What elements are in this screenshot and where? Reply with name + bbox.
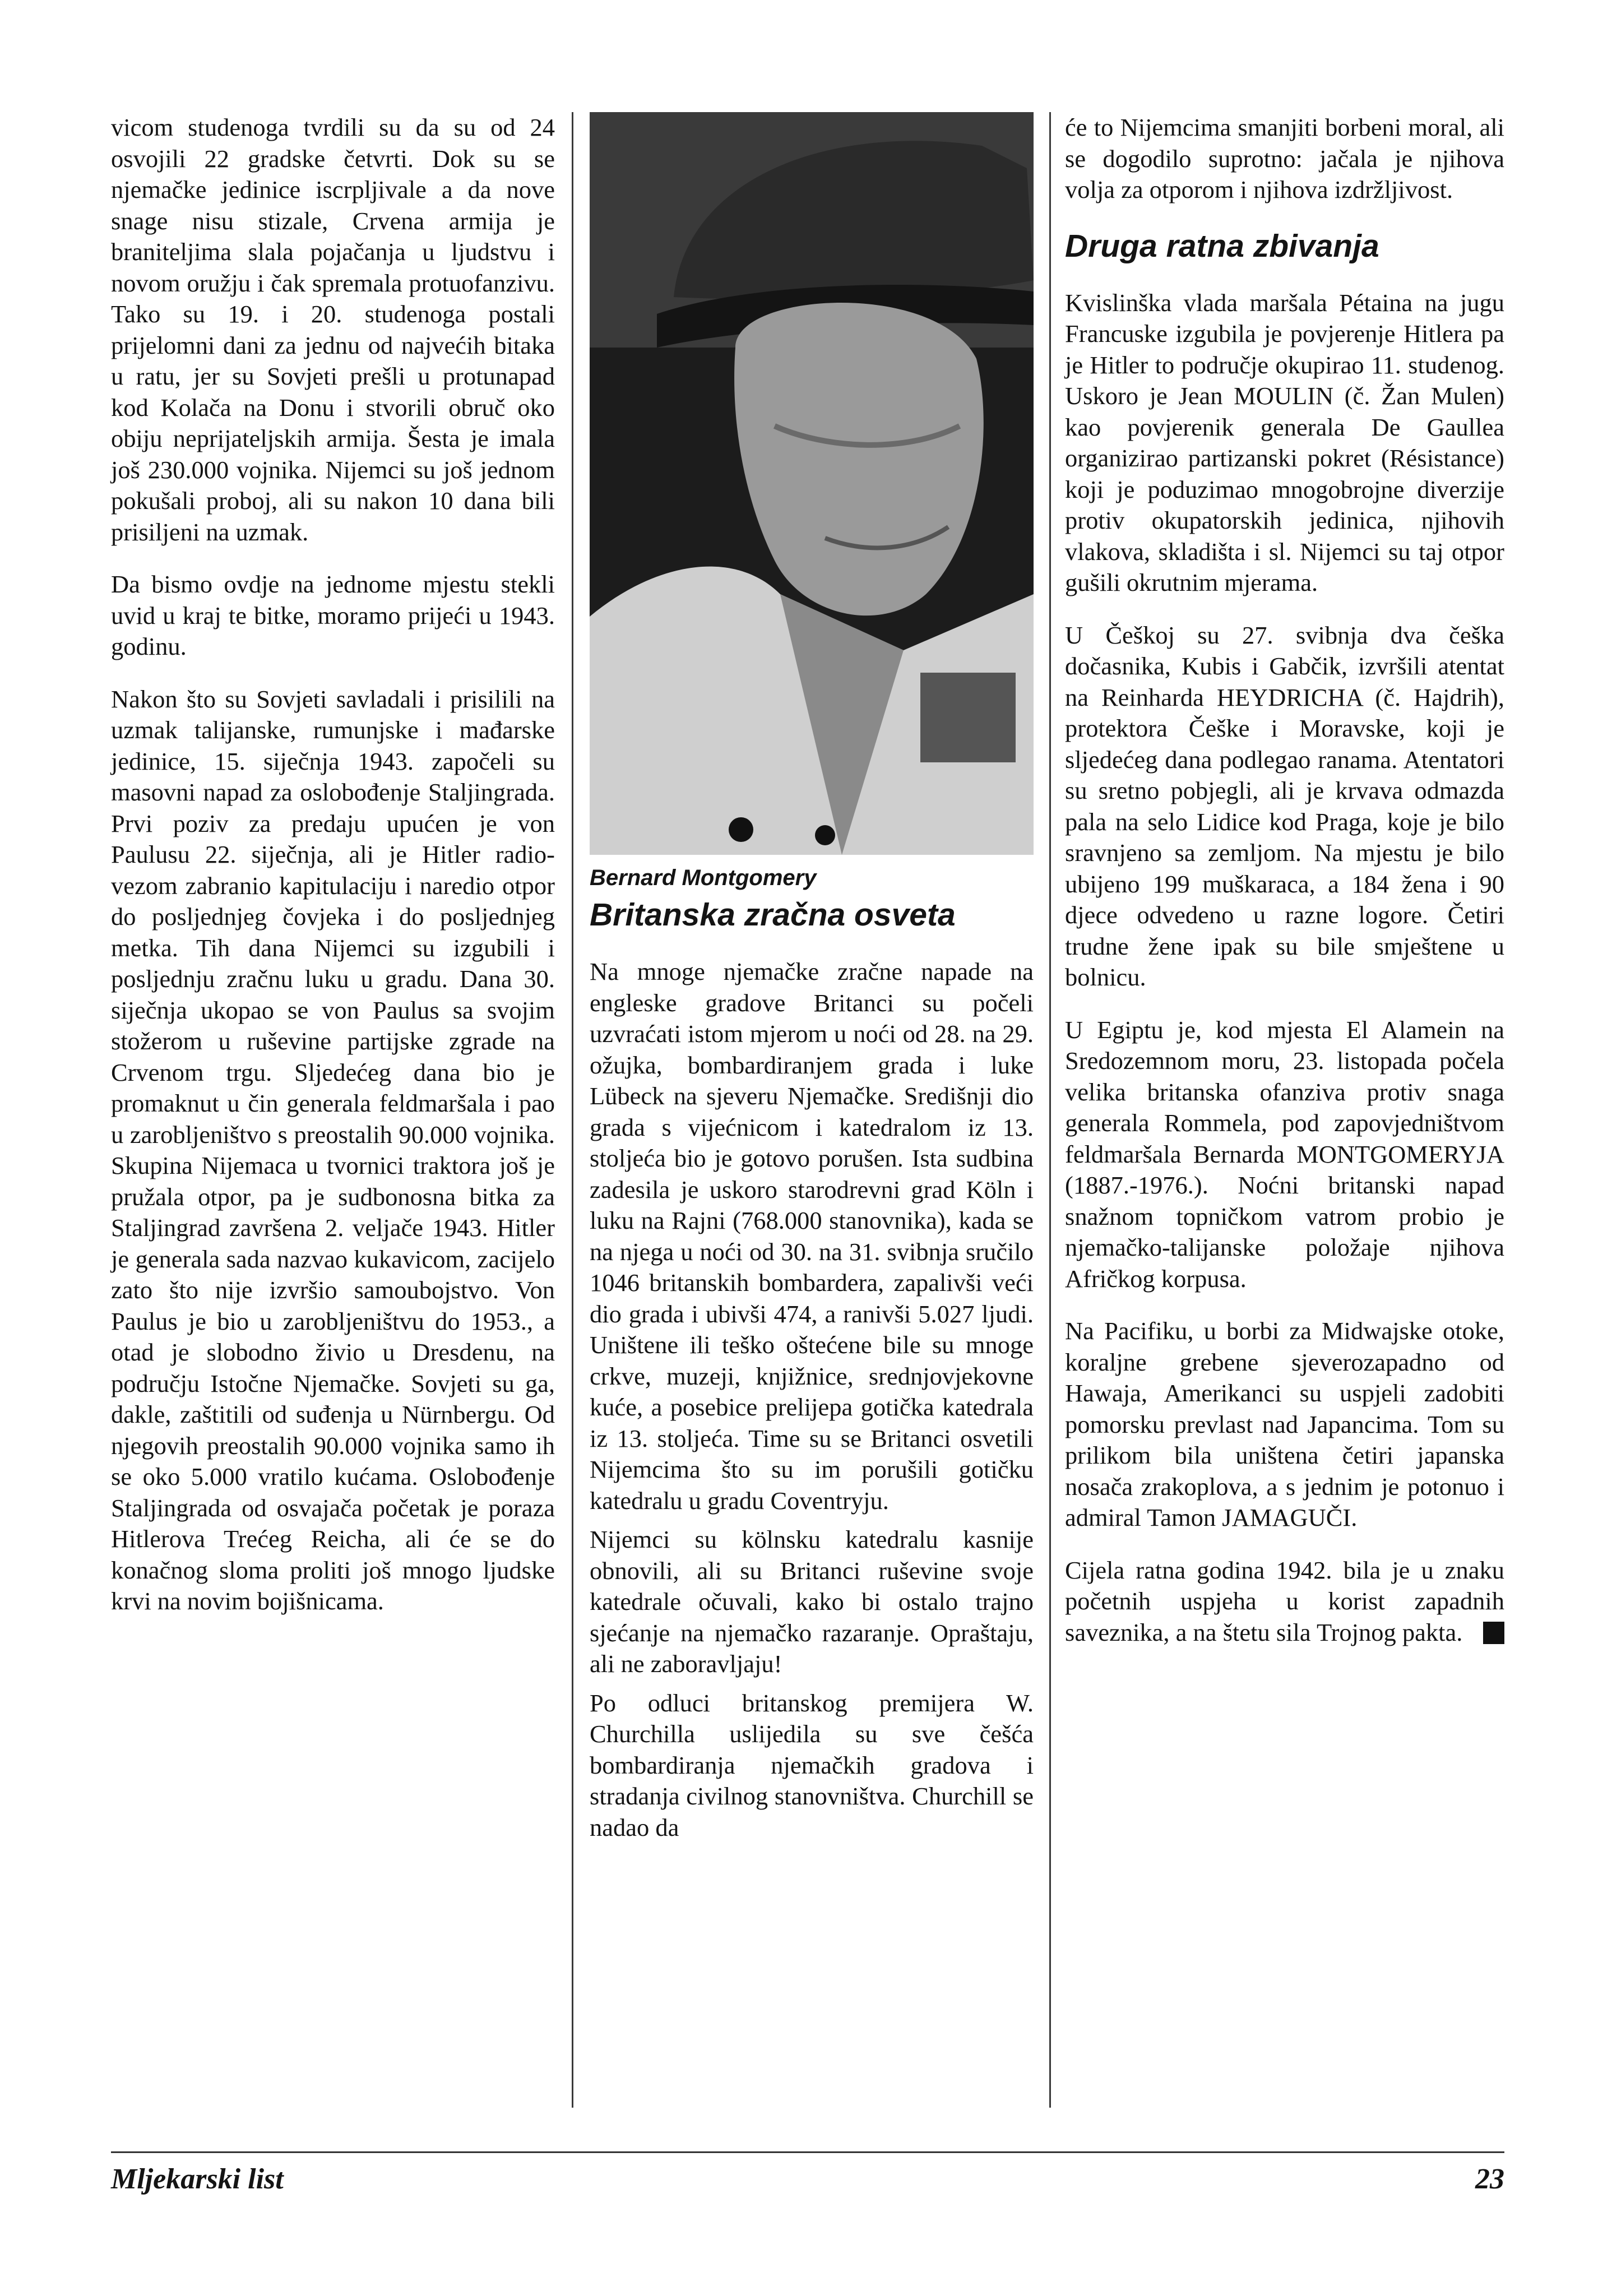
page-number: 23 <box>1475 2163 1504 2195</box>
paragraph: Nijemci su kölnsku katedralu kasnije obnovili, ali su Britanci ruševine svoje katedrale očuvali, kako bi ostalo trajno sjećanje na njemačko razaranje. Opraštaju, ali ne zaboravljaju! <box>590 1525 1034 1678</box>
paragraph: U Češkoj su 27. svibnja dva češka dočasnika, Kubis i Gabčik, izvršili atentat na Reinharda HEYDRICHA (č. Hajdrih), protektora Češke i Moravske, koji je sljedećeg dana podlegao ranama. Atentatori su sretno pobjegli, ali je krvava odmazda pala na selo Lidice kod Praga, koje je bilo sravnjeno sa zemljom. Na mjestu je bilo ubijeno 199 muškaraca, a 184 žena i 90 djece odvedeno u razne logore. Četiri trudne žene ipak su bile smještene u bolnicu. <box>1065 621 1504 991</box>
paragraph: Na mnoge njemačke zračne napade na engleske gradove Britanci su počeli uzvraćati istom mjerom u noći od 28. na 29. ožujka, bombardiranjem grada i luke Lübeck na sjeveru Njemačke. Središnji dio grada s vijećnicom i katedralom iz 13. stoljeća bio je gotovo porušen. Ista sudbina zadesila je uskoro starodrevni grad Köln i luku na Rajni (768.000 stanovnika), kada se na njega u noći od 30. na 31. svibnja sručilo 1046 britanskih bombardera, zapalivši veći dio grada i ubivši 474, a ranivši 5.027 ljudi. Uništene ili teško oštećene bile su mnoge crkve, muzeji, knjižnice, srednjovjekovne kuće, a posebice prelijepa gotička katedrala iz 13. stoljeća. Time su se Britanci osvetili Nijemcima što su im porušili gotičku katedralu u gradu Coventryju. <box>590 957 1034 1515</box>
paragraph: Na Pacifiku, u borbi za Midwajske otoke, koraljne grebene sjeverozapadno od Hawaja, Amerikanci su uspjeli zadobiti pomorsku prevlast nad Japancima. Tom su prilikom bila uništena četiri japanska nosača zrakoplova, a s jednim je potonuo i admiral Tamon JAMAGUČI. <box>1065 1317 1504 1531</box>
paragraph: Da bismo ovdje na jednome mjestu stekli uvid u kraj te bitke, moramo prijeći u 1943. godinu. <box>111 570 555 660</box>
photo-caption: Bernard Montgomery <box>590 865 817 890</box>
paragraph: U Egiptu je, kod mjesta El Alamein na Sredozemnom moru, 23. listopada počela velika britanska ofanziva protiv snaga generala Rommela, pod zapovjedništvom feldmaršala Bernarda MONTGOMERYJA (1887.-1976.). Noćni britanski napad snažnom topničkom vatrom probio je njemačko-talijanske položaje njihova Afričkog korpusa. <box>1065 1015 1504 1293</box>
section-heading: Britanska zračna osveta <box>590 897 956 933</box>
paragraph: Kvislinška vlada maršala Pétaina na jugu Francuske izgubila je povjerenje Hitlera pa je Hitler to područje okupirao 11. studenog. Uskoro je Jean MOULIN (č. Žan Mulen) kao povjerenik generala De Gaullea organizirao partizanski pokret (Résistance) koji je poduzimao mnogobrojne diverzije protiv okupatorskih jedinica, njihovih vlakova, skladišta i sl. Nijemci su taj otpor gušili okrutnim mjerama. <box>1065 288 1504 596</box>
end-of-article-mark <box>1483 1622 1504 1644</box>
paragraph: Po odluci britanskog premijera W. Churchilla uslijedila su sve češća bombardiranja njemačkih gradova i stradanja civilnog stanovništva. Churchill se nadao da <box>590 1688 1034 1841</box>
column-divider <box>1049 112 1051 2108</box>
paragraph: Nakon što su Sovjeti savladali i prisilili na uzmak talijanske, rumunjske i mađarske jedinice, 15. siječnja 1943. započeli su masovni napad za oslobođenje Staljingrada. Prvi poziv za predaju upućen je von Paulusu 22. siječnja, ali je Hitler radio-vezom zabranio kapitulaciju i naredio otpor do posljednjeg čovjeka i do posljednjeg metka. Tih dana Nijemci su izgubili i posljednju zračnu luku u gradu. Dana 30. siječnja ukopao se von Paulus sa svojim stožerom u ruševine partijske zgrade na Crvenom trgu. Sljedećeg dana bio je promaknut u čin generala feldmaršala i pao u zarobljeništvo s preostalih 90.000 vojnika. Skupina Nijemaca u tvornici traktora još je pružala otpor, pa je sudbonosna bitka za Staljingrad završena 2. veljače 1943. Hitler je generala sada nazvao kukavicom, zacijelo zato što nije izvršio samoubojstvo. Von Paulus je bio u zarobljeništvu do 1953., a otad je slobodno živio u Dresdenu, na području Istočne Njemačke. Sovjeti su ga, dakle, zaštitili od suđenja u Nürnbergu. Od njegovih preostalih 90.000 vojnika samo ih se oko 5.000 vratilo kućama. Oslobođenje Staljingrada od osvajača početak je poraza Hitlerova Trećeg Reicha, ali će se do konačnog sloma proliti još mnogo ljudske krvi na novim bojišnicama. <box>111 684 555 1615</box>
article-column-1 <box>111 112 555 1638</box>
article-column-3 <box>1065 112 1504 1669</box>
portrait-illustration <box>590 112 1034 855</box>
article-column-2 <box>590 896 1034 1851</box>
final-paragraph <box>1065 1555 1504 1649</box>
publication-title: Mljekarski list <box>111 2163 284 2195</box>
paragraph-text: Cijela ratna godina 1942. bila je u znaku početnih uspjeha u korist zapadnih saveznika, a na štetu sila Trojnog pakta. <box>1065 1556 1504 1646</box>
section-heading: Druga ratna zbivanja <box>1065 228 1379 264</box>
portrait-photo <box>590 112 1034 855</box>
footer-rule <box>111 2151 1504 2153</box>
paragraph: će to Nijemcima smanjiti borbeni moral, ali se dogodilo suprotno: jačala je njihova volja za otporom i njihova izdržljivost. <box>1065 113 1504 203</box>
column-divider <box>572 112 573 2108</box>
paragraph: vicom studenoga tvrdili su da su od 24 osvojili 22 gradske četvrti. Dok su se njemačke jedinice iscrpljivale a da nove snage nisu stizale, Crvena armija je braniteljima slala pojačanja u ljudstvu i novom oružju i čak spremala protuofanzivu. Tako su 19. i 20. studenoga postali prijelomni dani za jednu od najvećih bitaka u ratu, jer su Sovjeti prešli u protunapad kod Kolača na Donu i stvorili obruč oko obiju neprijateljskih armija. Šesta je imala još 230.000 vojnika. Nijemci su još jednom pokušali proboj, ali su nakon 10 dana bili prisiljeni na uzmak. <box>111 113 555 546</box>
